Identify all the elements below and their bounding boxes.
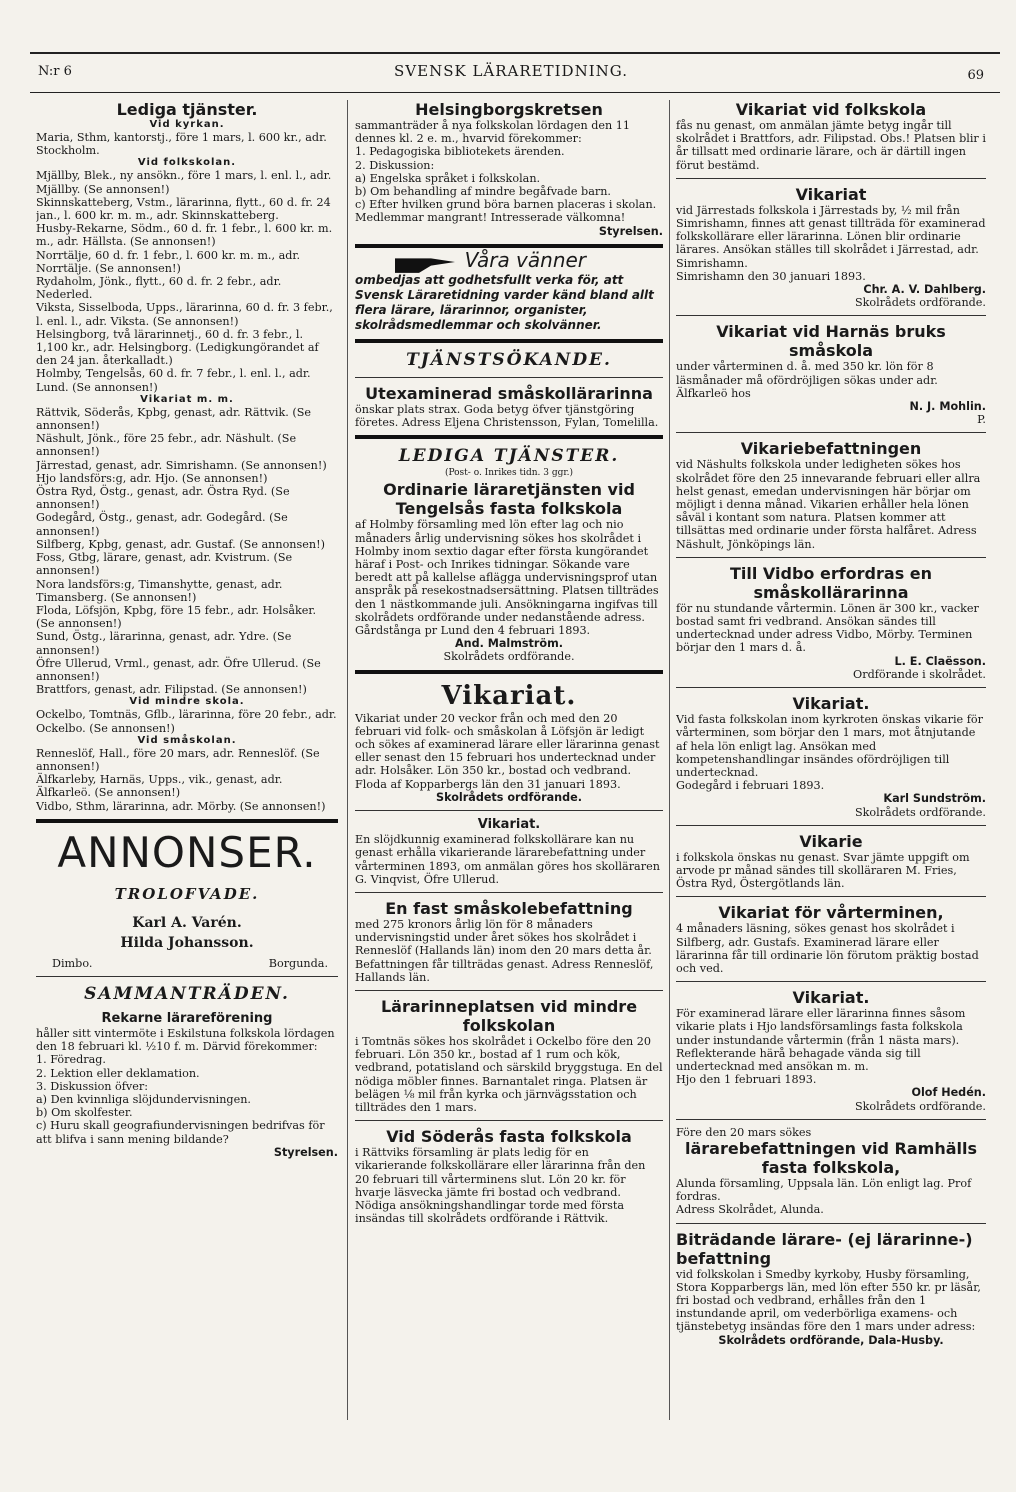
v11-signature: Skolrådets ordförande, Dala-Husby. [718, 1333, 944, 1347]
header-rule [30, 92, 1000, 93]
v3-heading: Vikariat vid Harnäs bruks småskola [716, 322, 946, 361]
list-item: Älfkarleby, Harnäs, Upps., vik., genast, adr. Älfkarleö. (Se annonsen!) [36, 773, 283, 800]
vara-heading: Våra vänner [464, 247, 587, 272]
v5-text: för nu stundande vårtermin. Lönen är 300 kr., vacker bostad samt fri vedbrand. Ansökan sändes till undertecknad under adress Vidbo, Mörby. Terminen börjar den 1 mars d. å. [676, 601, 979, 655]
ordinarie-heading: Ordinarie läraretjänsten vid Tengelsås fasta folkskola [383, 480, 635, 519]
list-item: 2. Lektion eller deklamation. [36, 1066, 200, 1080]
v10-heading: lärarebefattningen vid Ramhälls fasta folkskola, [684, 1138, 977, 1177]
soderas-text: i Rättviks församling är plats ledig för en vikarierande folkskollärare eller lärarinna från den 20 februari till vårterminens slut. Lön 20 kr. för hvarje läsvecka jämte fri bostad och vedbrand. Nödiga ansökningshandlingar torde med första insändas till skolrådets ordförande i Rättvik. [355, 1146, 646, 1226]
place-1: Dimbo. [52, 956, 93, 970]
helsingborg-end: Medlemmar mangrant! Intresserade välkomna! [355, 211, 626, 225]
v6-text: Vid fasta folkskolan inom kyrkroten önskas vikarie för vårterminen, som börjar den 1 mars, mot åtnjutande af hela lön enligt lag. Ansökan med kompetenshandlingar insändes ofördröjligen till undertecknad. [676, 713, 983, 779]
sammantraden-heading: SAMMANTRÄDEN. [84, 983, 290, 1004]
kyrkan-item: Maria, Sthm, kantorstj., före 1 mars, l. 600 kr., adr. Stockholm. [36, 131, 327, 158]
v6-role: Skolrådets ordförande. [854, 805, 986, 819]
list-item: Sund, Östg., lärarinna, genast, adr. Ydre. (Se annonsen!) [36, 630, 292, 657]
list-item: Godegård, Östg., genast, adr. Godegård. (Se annonsen!) [36, 511, 288, 538]
v2-role: Skolrådets ordförande. [854, 296, 986, 310]
folkskolan-subhead: Vid folkskolan. [137, 157, 237, 169]
rekarne-heading: Rekarne lärareförening [101, 1010, 273, 1026]
divider [355, 892, 663, 893]
v9-text: För examinerad lärare eller lärarinna finnes såsom vikarie plats i Hjo landsförsamlings fasta folkskola under instundande vårtermin (från 1 nästa mars). Reflekterande härå behagade vända sig till undertecknad med ansökan m. m. [676, 1007, 966, 1073]
divider [36, 976, 338, 977]
page-header [38, 60, 984, 86]
list-item: Järrestad, genast, adr. Simrishamn. (Se annonsen!) [36, 458, 327, 472]
v7-heading: Vikarie [799, 831, 863, 851]
v10-text: Alunda församling, Uppsala län. Lön enligt lag. Prof fordras. [676, 1176, 972, 1204]
v11-text: vid folkskolan i Smedby kyrkoby, Husby församling, Stora Kopparbergs län, med lön efter 550 kr. pr läsår, fri bostad och vedbrand, erhålles från den 1 instundande april, om vederbörliga examens- och tjänstebetyg insändas före den 1 mars under adress: [676, 1267, 981, 1334]
utex-text: önskar plats strax. Goda betyg öfver tjänstgöring företes. Adress Eljena Christensson, Fylan, Tomelilla. [355, 402, 659, 430]
v8-text: 4 månaders läsning, sökes genast hos skolrådet i Silfberg, adr. Gustafs. Examinerad lärare eller lärarinna får till ordinarie lön förutom präktig bostad och ved. [676, 922, 979, 975]
column-divider-2 [669, 100, 670, 1420]
v3-p: P. [977, 413, 986, 427]
helsingborg-signature: Styrelsen. [598, 224, 663, 238]
engaged-places [36, 953, 338, 970]
vikariat-2-text: En slöjdkunnig examinerad folkskollärare kan nu genast erhålla vikarierande lärarebefattning under vårterminen 1893, om anmälan göres hos skolläraren G. Vinqvist, Öfre Ullerud. [355, 833, 660, 886]
v9-role: Skolrådets ordförande. [854, 1099, 986, 1113]
soderas-heading: Vid Söderås fasta folkskola [386, 1127, 632, 1147]
vikariat-big-signature: Skolrådets ordförande. [436, 790, 582, 804]
list-item: 3. Diskussion öfver: [36, 1079, 148, 1093]
issue-number: N:r 6 [38, 64, 72, 79]
lediga-tjanster-heading: LEDIGA TJÄNSTER. [398, 446, 620, 467]
divider [355, 377, 663, 378]
list-item: Floda, Löfsjön, Kpbg, före 15 febr., adr. Holsåker. (Se annonsen!) [36, 603, 317, 631]
column-2 [355, 100, 663, 1420]
list-item: Nora landsförs:g, Timanshytte, genast, adr. Timansberg. (Se annonsen!) [36, 577, 283, 604]
utex-heading: Utexaminerad småskollärarinna [365, 383, 653, 403]
divider [676, 1223, 986, 1224]
divider [355, 339, 663, 343]
v10-address: Adress Skolrådet, Alunda. [676, 1203, 824, 1217]
top-rule [30, 52, 1000, 54]
list-item: c) Huru skall geografiundervisningen bedrifvas för att blifva i sann mening bildande? [36, 1119, 325, 1146]
smaskolan-subhead: Vid småskolan. [137, 734, 237, 746]
helsingborg-text: sammanträder å nya folkskolan lördagen den 11 dennes kl. 2 e. m., hvarvid förekommer: [355, 119, 630, 146]
rekarne-signature: Styrelsen. [273, 1145, 338, 1159]
vikariat-subhead: Vikariat m. m. [140, 393, 234, 405]
engaged-name-1: Karl A. Varén. [132, 914, 242, 931]
list-item: Holmby, Tengelsås, 60 d. fr. 7 febr., l. enl. l., adr. Lund. (Se annonsen!) [36, 367, 311, 394]
column-divider-1 [347, 100, 348, 1420]
divider [676, 1119, 986, 1120]
divider [676, 557, 986, 558]
divider [355, 670, 663, 674]
divider [676, 896, 986, 897]
vikariat-big-heading: Vikariat. [441, 680, 577, 711]
list-item: b) Om skolfester. [36, 1106, 133, 1120]
v9-signature: Olof Hedén. [911, 1086, 986, 1100]
v2-signature: Chr. A. V. Dahlberg. [863, 283, 986, 297]
v2-text: vid Järrestads folkskola i Järrestads by, ½ mil från Simrishamn, finnes att genast tillträda för examinerad folkskollärare eller lärarinna. Lönen blir ordinarie lärares. Ansökan ställes till skolrådet i Järrestad, adr. Simrishamn. [676, 203, 986, 270]
divider [676, 432, 986, 433]
v4-heading: Vikariebefattningen [740, 439, 922, 459]
divider [36, 819, 338, 823]
divider [676, 981, 986, 982]
v9-date: Hjo den 1 februari 1893. [676, 1073, 817, 1087]
v1-text: fås nu genast, om anmälan jämte betyg ingår till skolrådet i Brattfors, adr. Filipstad. Obs.! Platsen blir i år tillsatt med ordinarie lärare, och är därtill ingen förut bestämd. [676, 119, 986, 172]
divider [676, 178, 986, 179]
column-1 [36, 100, 338, 1420]
divider [676, 825, 986, 826]
list-item: Öfre Ullerud, Vrml., genast, adr. Öfre Ullerud. (Se annonsen!) [36, 656, 321, 683]
v10-pre: Före den 20 mars sökes [676, 1125, 812, 1139]
list-item: Näshult, Jönk., före 25 febr., adr. Näshult. (Se annonsen!) [36, 432, 297, 459]
vara-header [395, 247, 663, 273]
v1-heading: Vikariat vid folkskola [735, 100, 927, 119]
engaged-name-2: Hilda Johansson. [120, 934, 254, 951]
list-item: Viksta, Sisselboda, Upps., lärarinna, 60 d. fr. 3 febr., l. enl. l., adr. Viksta. (Se annonsen!) [36, 301, 333, 328]
tjanstsokande-heading: TJÄNSTSÖKANDE. [406, 349, 612, 370]
list-item: 2. Diskussion: [355, 158, 435, 172]
v7-text: i folkskola önskas nu genast. Svar jämte uppgift om arvode pr månad sändes till skolläraren M. Fries, Östra Ryd, Östergötlands län. [676, 850, 970, 891]
v6-date: Godegård i februari 1893. [676, 779, 825, 793]
ordinarie-signature: And. Malmström. [454, 637, 564, 651]
page-number: 69 [967, 68, 984, 83]
v2-date: Simrishamn den 30 januari 1893. [676, 269, 866, 283]
list-item: Hjo landsförs:g, adr. Hjo. (Se annonsen!) [36, 471, 268, 485]
list-item: Silfberg, Kpbg, genast, adr. Gustaf. (Se annonsen!) [36, 537, 325, 551]
divider [676, 687, 986, 688]
v2-heading: Vikariat [795, 184, 867, 204]
v6-heading: Vikariat. [792, 694, 870, 714]
list-item: Renneslöf, Hall., före 20 mars, adr. Renneslöf. (Se annonsen!) [36, 746, 320, 773]
list-item: Foss, Gtbg, lärare, genast, adr. Kvistrum. (Se annonsen!) [36, 551, 293, 578]
place-2: Borgunda. [268, 956, 328, 970]
annonser-heading: ANNONSER. [57, 827, 317, 877]
list-item: 1. Föredrag. [36, 1053, 106, 1067]
list-item: Brattfors, genast, adr. Filipstad. (Se annonsen!) [36, 683, 307, 697]
lediga-heading: Lediga tjänster. [116, 100, 258, 119]
v5-role: Ordförande i skolrådet. [853, 667, 986, 681]
ordinarie-text: af Holmby församling med lön efter lag och nio månaders årlig undervisning sökes hos skolrådet i Holmby inom sextio dagar efter första kungörandet häraf i Post- och Inrikes tidningar. Sökande vare beredt att på kallelse aflägga undervisningsprof utan anspråk på resekostnadsersättning. Platsen tillträdes den 1 nästkommande juli. Ansökningarna ingifvas till skolrådets ordförande under nedanstående adress. [355, 518, 659, 624]
divider [676, 315, 986, 316]
divider [355, 990, 663, 991]
v5-heading: Till Vidbo erfordras en småskollärarinna [729, 563, 933, 602]
list-item: Skinnskatteberg, Vstm., lärarinna, flytt., 60 d. fr. 24 jan., l. 600 kr. m. m., adr. Skinnskatteberg. [36, 195, 331, 223]
list-item: Husby-Rekarne, Södm., 60 d. fr. 1 febr., l. 600 kr. m. m., adr. Hällsta. (Se annonsen!) [36, 222, 333, 249]
v8-heading: Vikariat för vårterminen, [718, 903, 944, 923]
list-item: c) Efter hvilken grund böra barnen placeras i skolan. [355, 198, 657, 212]
list-item: Ockelbo, Tomtnäs, Gflb., lärarinna, före 20 febr., adr. Ockelbo. (Se annonsen!) [36, 708, 337, 735]
list-item: Östra Ryd, Östg., genast, adr. Östra Ryd. (Se annonsen!) [36, 485, 290, 512]
list-item: Rättvik, Söderås, Kpbg, genast, adr. Rättvik. (Se annonsen!) [36, 405, 311, 433]
pointing-hand-icon [395, 255, 455, 273]
divider [355, 810, 663, 811]
fast-heading: En fast småskolebefattning [385, 898, 633, 918]
list-item: Rydaholm, Jönk., flytt., 60 d. fr. 2 febr., adr. Nederled. [36, 275, 282, 302]
v3-text: under vårterminen d. å. med 350 kr. lön för 8 läsmånader må ofördröjligen sökas under adr. Älfkarleö hos [676, 360, 938, 400]
fast-text: med 275 kronors årlig lön för 8 månaders undervisningstid under året sökes hos skolrådet i Renneslöf (Hallands län) inom den 20 mars detta år. Befattningen får tillträdas genast. Adress Renneslöf, Hallands län. [355, 917, 654, 984]
v5-signature: L. E. Claësson. [894, 654, 986, 668]
list-item: a) Den kvinnliga slöjdundervisningen. [36, 1092, 251, 1106]
list-item: Helsingborg, två lärarinnetj., 60 d. fr. 3 febr., l. 1,100 kr., adr. Helsingborg. (Ledigkungörandet af den 24 jan. återkalladt.) [36, 327, 319, 368]
list-item: b) Om behandling af mindre begåfvade barn. [355, 185, 611, 199]
lararinne-heading: Lärarinneplatsen vid mindre folkskolan [380, 996, 638, 1035]
v9-heading: Vikariat. [792, 988, 870, 1008]
rekarne-text: håller sitt vintermöte i Eskilstuna folkskola lördagen den 18 februari kl. ½10 f. m. Därvid förekommer: [36, 1026, 335, 1054]
trolofvade-heading: TROLOFVADE. [114, 884, 260, 903]
kyrkan-subhead: Vid kyrkan. [149, 119, 225, 130]
ordinarie-role: Skolrådets ordförande. [443, 650, 575, 664]
divider [355, 435, 663, 439]
vikariat-big-date: Floda af Kopparbergs län den 31 januari 1893. [355, 777, 621, 791]
lararinne-text: i Tomtnäs sökes hos skolrådet i Ockelbo före den 20 februari. Lön 350 kr., bostad af 1 rum och kök, vedbrand, potatisland och särskild bryggstuga. En del nödiga möbler finnes. Barnantalet ringa. Platsen är belägen ⅛ mil från kyrka och järnvägsstation och tillträdes den 1 mars. [355, 1034, 663, 1114]
list-item: Norrtälje, 60 d. fr. 1 febr., l. 600 kr. m. m., adr. Norrtälje. (Se annonsen!) [36, 248, 301, 275]
vikariat-2-heading: Vikariat. [477, 817, 541, 833]
helsingborg-heading: Helsingborgskretsen [415, 100, 603, 119]
list-item: 1. Pedagogiska bibliotekets ärenden. [355, 145, 565, 159]
divider [355, 1120, 663, 1121]
mindre-subhead: Vid mindre skola. [129, 696, 245, 708]
v11-heading: Biträdande lärare- (ej lärarinne-) befattning [676, 1229, 973, 1268]
vikariat-big-text: Vikariat under 20 veckor från och med den 20 februari vid folk- och småskolan å Löfsjön är ledigt och sökes af examinerad lärare eller lärarinna genast eller senast den 15 februari hos undertecknad under adr. Holsåker. Lön 350 kr., bostad och vedbrand. [355, 711, 660, 778]
v3-signature: N. J. Mohlin. [909, 400, 986, 414]
v6-signature: Karl Sundström. [883, 792, 986, 806]
list-item: a) Engelska språket i folkskolan. [355, 171, 541, 185]
list-item: Vidbo, Sthm, lärarinna, adr. Mörby. (Se annonsen!) [36, 799, 326, 813]
post-note: (Post- o. Inrikes tidn. 3 ggr.) [444, 468, 574, 479]
column-3 [676, 100, 986, 1420]
list-item: Mjällby, Blek., ny ansökn., före 1 mars, l. enl. l., adr. Mjällby. (Se annonsen!) [36, 169, 332, 196]
newspaper-title: SVENSK LÄRARETIDNING. [394, 62, 628, 80]
v4-text: vid Näshults folkskola under ledigheten sökes hos skolrådet före den 25 innevarande februari eller allra helst genast, emedan undervisningen här börjar om möjligt i denna månad. Vikarien erhåller hela lönen såväl i kontant som natura. Platsen kommer att tillsättas med ordinarie under första halfåret. Adress Näshult, Jönköpings län. [676, 458, 981, 551]
vara-text: ombedjas att godhetsfullt verka för, att Svensk Läraretidning varder känd bland allt flera lärare, lärarinnor, organister, skolrådsmedlemmar och skolvänner. [355, 272, 654, 332]
ordinarie-date: Gårdstånga pr Lund den 4 februari 1893. [355, 624, 591, 638]
